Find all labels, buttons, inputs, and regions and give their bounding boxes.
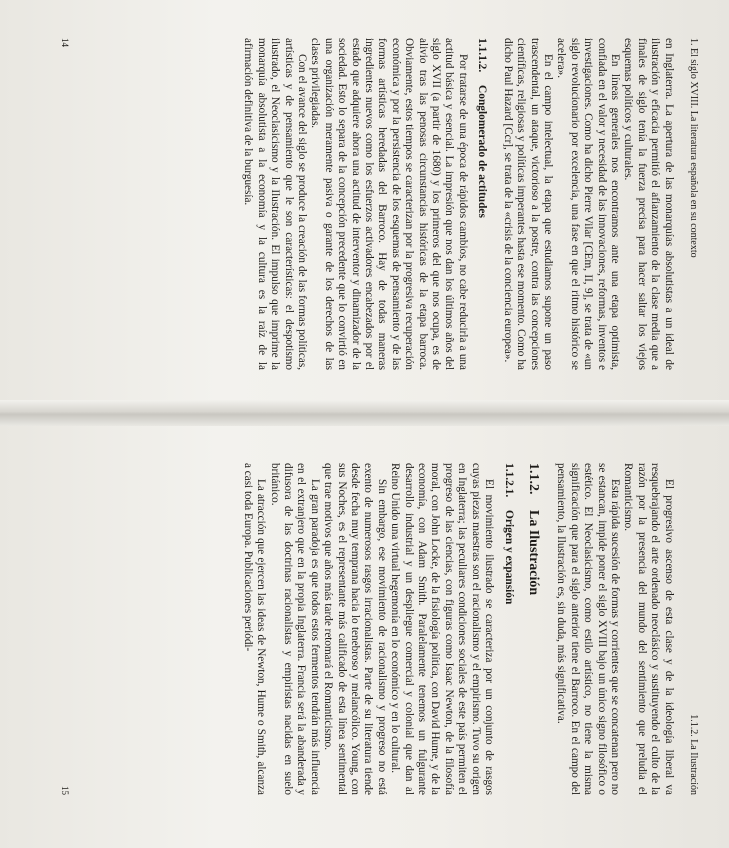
- paragraph: El movimiento ilustrado se caracteriza por un conjunto de rasgos cuyas piezas maestras son el racionalismo y el empirismo. Tuvo su origen en Inglaterra; las peculiares condiciones sociales de este país permiten el progreso de las ciencias, con figuras como Isaac Newton, de la filosofía moral, con John Locke, de la fisiología política, con David Hume, y de la economía, con Adam Smith. Paralelamente tenemos un fulgurante desarrollo industrial y un despliegue comercial y colonial que dan al Reino Unido una virtual hegemonía en lo económico y en lo cultural.: [389, 463, 496, 795]
- paragraph: Por tratarse de una época de rápidos cambios, no cabe reducirla a una actitud básica y esencial. La impresión que nos dan los últimos años del siglo XVII (a partir de 1680) y los primeros del que nos ocupa, es de alivio tras las penosas circunstancias históricas de la etapa barroca. Obviamente, estos tiempos se caracterizan por la progresiva recuperación económica y por la persistencia de los esquemas de pensamiento y de las formas artísticas heredadas del Barroco. Hay de todas maneras ingredientes nuevos como los esfuerzos activadores encabezados por el estado que adquiere ahora una actitud de interventor y dinamizador de la sociedad. Esto lo separa de la concepción precedente que lo convirtió en una organización meramente pasiva o garante de los derechos de las clases privilegiadas.: [309, 38, 469, 370]
- chapter-heading: [527, 463, 540, 795]
- book-gutter: [0, 400, 729, 426]
- running-head-title: 1. El siglo XVIII. La literatura española en su contexto: [688, 38, 699, 258]
- paragraph: Esta rápida sucesión de formas y corrientes que se concatenan pero no se estancan, impide poner el siglo XVIII bajo un único signo filosófico o estético. El Neoclasicismo, como estilo artístico, no tiene la misma significación que para el siglo anterior tiene el Barroco. En el campo del pensamiento, la Ilustración es, sin duda, más significativa.: [555, 463, 621, 795]
- running-head: [687, 463, 700, 795]
- chapter-number: 1.1.2.: [525, 463, 541, 495]
- subsection-heading: [501, 463, 514, 795]
- paragraph: Sin embargo, ese movimiento de racionalismo y progreso no está exento de numerosos rasgos irracionalistas. Parte de su literatura tiende desde fecha muy temprana hacia lo tenebroso y melancólico. Young, con sus Noches, es el representante más calificado de esta línea sentimental que trae motivos que años más tarde retomará el Romanticismo.: [322, 463, 388, 795]
- section-heading: [475, 38, 488, 370]
- page-number: 14: [60, 38, 71, 47]
- subsection-title: Origen y expansión: [502, 510, 515, 605]
- subsection-number: 1.1.2.1.: [502, 463, 515, 498]
- running-head: [687, 38, 700, 370]
- running-head-title: 1.1.2. La Ilustración: [688, 714, 699, 795]
- section-title: Conglomerado de actitudes: [476, 85, 489, 218]
- paragraph: La atracción que ejercen las ideas de Newton, Hume o Smith, alcanza a casi toda Europa. Publicaciones periódi-: [241, 463, 268, 795]
- paragraph: La gran paradoja es que todos estos fermentos tendrán más influencia en el extranjero que en la propia Inglaterra. Francia será la abanderada y difusora de las doctrinas racionalistas y empiristas nacidas en suelo británico.: [268, 463, 321, 795]
- page-14: [52, 20, 704, 384]
- paragraph: El progresivo ascenso de esta clase y de la ideología liberal va resquebrajando el arte ordenado neoclásico y sustituyendo el culto de la razón por la presencia del mundo del sentimiento que preludia el Romanticismo.: [622, 463, 675, 795]
- chapter-title: La Ilustración: [525, 510, 541, 596]
- section-number: 1.1.1.2.: [476, 38, 489, 73]
- paragraph: Con el avance del siglo se produce la creación de las formas políticas, artísticas y de pensamiento que le son características: el despotismo ilustrado, el Neoclasicismo y la Ilustración. El impulso que imprime la monarquía absolutista a la economía y la cultura es la raíz de la afirmación definitiva de la burguesía.: [242, 38, 309, 370]
- page-15: [52, 445, 704, 809]
- page-number: 15: [60, 786, 71, 795]
- paragraph: En el campo intelectual, la etapa que estudiamos supone un paso trascendental, un ataque, victorioso a la postre, contra las concepciones científicas, religiosas y políticas imperantes hasta ese momento. Como ha dicho Paul Hazard [Ccr], se trata de la «crisis de la conciencia europea».: [501, 38, 554, 370]
- paragraph: En líneas generales nos encontramos ante una etapa optimista, confiada en el valor y necesidad de las innovaciones, reformas, inventos e investigaciones. Como ha dicho Pierre Vilar [CEm, II, 9], se trata de «un siglo revolucionario por excelencia, una fase en que el ritmo histórico se acelera».: [555, 38, 621, 370]
- paragraph: en Inglaterra. La apertura de las monarquías absolutistas a un ideal de ilustración y eficacia permitió el afianzamiento de la clase media que a finales de siglo tenía la fuerza precisa para hacer saltar los viejos esquemas políticos y culturales.: [622, 38, 675, 370]
